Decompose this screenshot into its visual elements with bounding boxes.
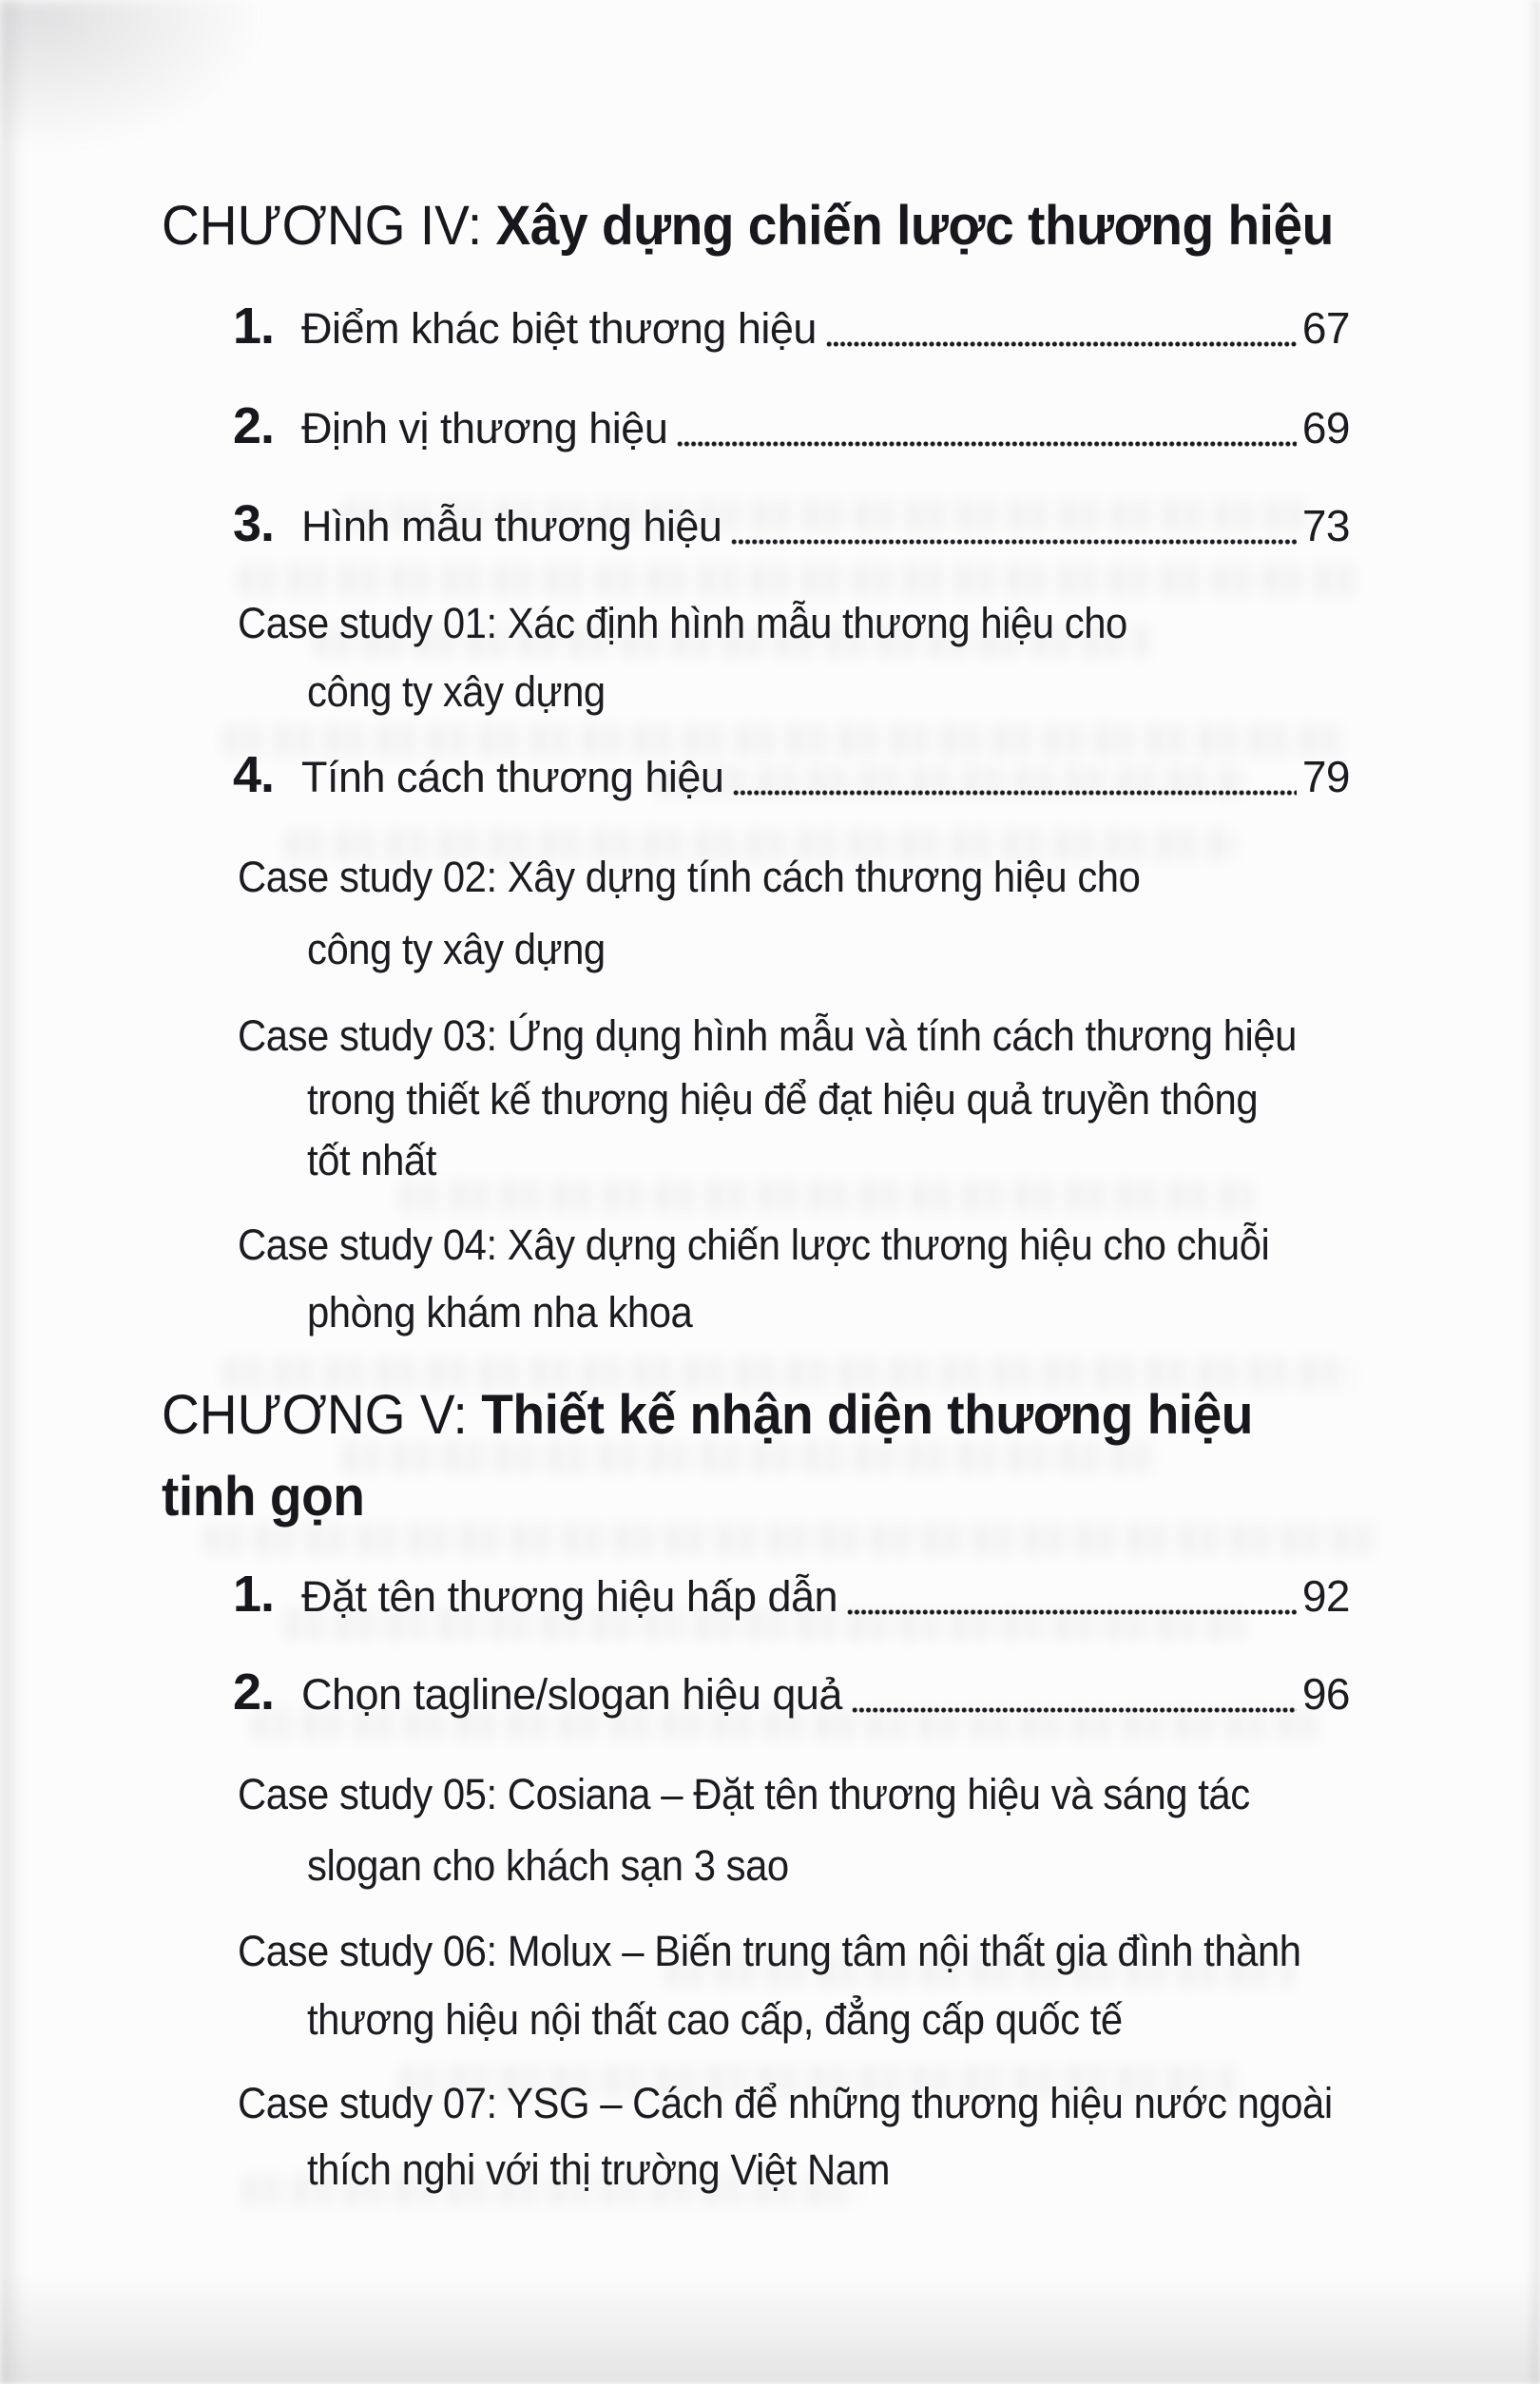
entry-number: 1. bbox=[233, 298, 275, 355]
scan-left-edge bbox=[0, 0, 25, 2384]
case-study-07-line-1: Case study 07: YSG – Cách để những thương hiệu nước ngoài bbox=[238, 2079, 1333, 2127]
case-study-02-line-2: công ty xây dựng bbox=[307, 925, 606, 973]
entry-label: Điểm khác biệt thương hiệu bbox=[301, 304, 817, 353]
case-study-02-line-1: Case study 02: Xây dựng tính cách thương hiệu cho bbox=[238, 853, 1141, 901]
case-study-03-line-1: Case study 03: Ứng dụng hình mẫu và tính cách thương hiệu bbox=[238, 1011, 1297, 1060]
case-study-04-line-2: phòng khám nha khoa bbox=[307, 1288, 693, 1336]
entry-page-number: 67 bbox=[1301, 303, 1350, 353]
entry-number: 3. bbox=[233, 495, 275, 552]
case-study-05-line-2: slogan cho khách sạn 3 sao bbox=[307, 1841, 789, 1890]
toc-entry-dat-ten bbox=[233, 1565, 1350, 1626]
case-study-05-line-1: Case study 05: Cosiana – Đặt tên thương hiệu và sáng tác bbox=[238, 1770, 1250, 1818]
scan-right-edge bbox=[1525, 0, 1540, 2384]
chapter-5-title: Thiết kế nhận diện thương hiệu bbox=[481, 1384, 1253, 1446]
case-study-07-line-2: thích nghi với thị trường Việt Nam bbox=[307, 2145, 890, 2194]
bleedthrough-smudge bbox=[204, 1523, 1383, 1555]
dot-leader bbox=[731, 533, 1296, 548]
entry-number: 2. bbox=[233, 1663, 275, 1721]
dot-leader bbox=[826, 336, 1297, 351]
case-study-04-line-1: Case study 04: Xây dựng chiến lược thương hiệu cho chuỗi bbox=[238, 1221, 1270, 1269]
case-study-01-line-2: công ty xây dựng bbox=[307, 667, 606, 716]
chapter-5-label: CHƯƠNG V: bbox=[162, 1384, 468, 1446]
chapter-5-title-line-2: tinh gọn bbox=[162, 1466, 365, 1528]
case-study-06-line-2: thương hiệu nội thất cao cấp, đẳng cấp quốc tế bbox=[307, 1995, 1123, 2044]
entry-page-number: 69 bbox=[1301, 403, 1350, 452]
case-study-06-line-1: Case study 06: Molux – Biến trung tâm nội thất gia đình thành bbox=[238, 1927, 1301, 1975]
entry-page-number: 79 bbox=[1301, 752, 1350, 801]
entry-label: Tính cách thương hiệu bbox=[301, 753, 724, 801]
entry-number: 1. bbox=[233, 1566, 275, 1623]
case-study-03-line-2: trong thiết kế thương hiệu để đạt hiệu quả truyền thông bbox=[307, 1075, 1259, 1124]
toc-entry-tagline-slogan bbox=[233, 1663, 1350, 1724]
bleedthrough-smudge bbox=[399, 1181, 1255, 1213]
dot-leader bbox=[677, 435, 1296, 451]
dot-leader bbox=[847, 1604, 1297, 1619]
entry-page-number: 92 bbox=[1301, 1571, 1350, 1621]
chapter-4-heading bbox=[162, 192, 1334, 260]
chapter-4-label: CHƯƠNG IV: bbox=[162, 195, 483, 257]
toc-entry-diem-khac-biet bbox=[233, 297, 1350, 358]
entry-label: Định vị thương hiệu bbox=[301, 404, 668, 452]
chapter-5-heading-line-2 bbox=[162, 1463, 364, 1531]
chapter-4-title: Xây dựng chiến lược thương hiệu bbox=[495, 195, 1334, 257]
entry-page-number: 73 bbox=[1301, 501, 1350, 550]
case-study-03-line-3: tốt nhất bbox=[307, 1136, 436, 1184]
scan-corner-shadow bbox=[0, 0, 266, 152]
bleedthrough-smudge bbox=[238, 564, 1359, 596]
dot-leader bbox=[733, 784, 1296, 799]
dot-leader bbox=[852, 1701, 1297, 1717]
toc-entry-tinh-cach bbox=[233, 745, 1350, 807]
toc-entry-dinh-vi bbox=[233, 396, 1350, 458]
chapter-5-heading bbox=[162, 1381, 1253, 1450]
entry-number: 2. bbox=[233, 397, 275, 454]
scan-bottom-shadow bbox=[0, 2270, 1540, 2384]
case-study-01-line-1: Case study 01: Xác định hình mẫu thương hiệu cho bbox=[238, 599, 1127, 647]
entry-label: Đặt tên thương hiệu hấp dẫn bbox=[301, 1572, 838, 1621]
entry-label: Chọn tagline/slogan hiệu quả bbox=[301, 1670, 842, 1719]
entry-number: 4. bbox=[233, 746, 275, 803]
toc-entry-hinh-mau bbox=[233, 494, 1350, 556]
entry-page-number: 96 bbox=[1301, 1669, 1350, 1719]
entry-label: Hình mẫu thương hiệu bbox=[301, 502, 722, 550]
